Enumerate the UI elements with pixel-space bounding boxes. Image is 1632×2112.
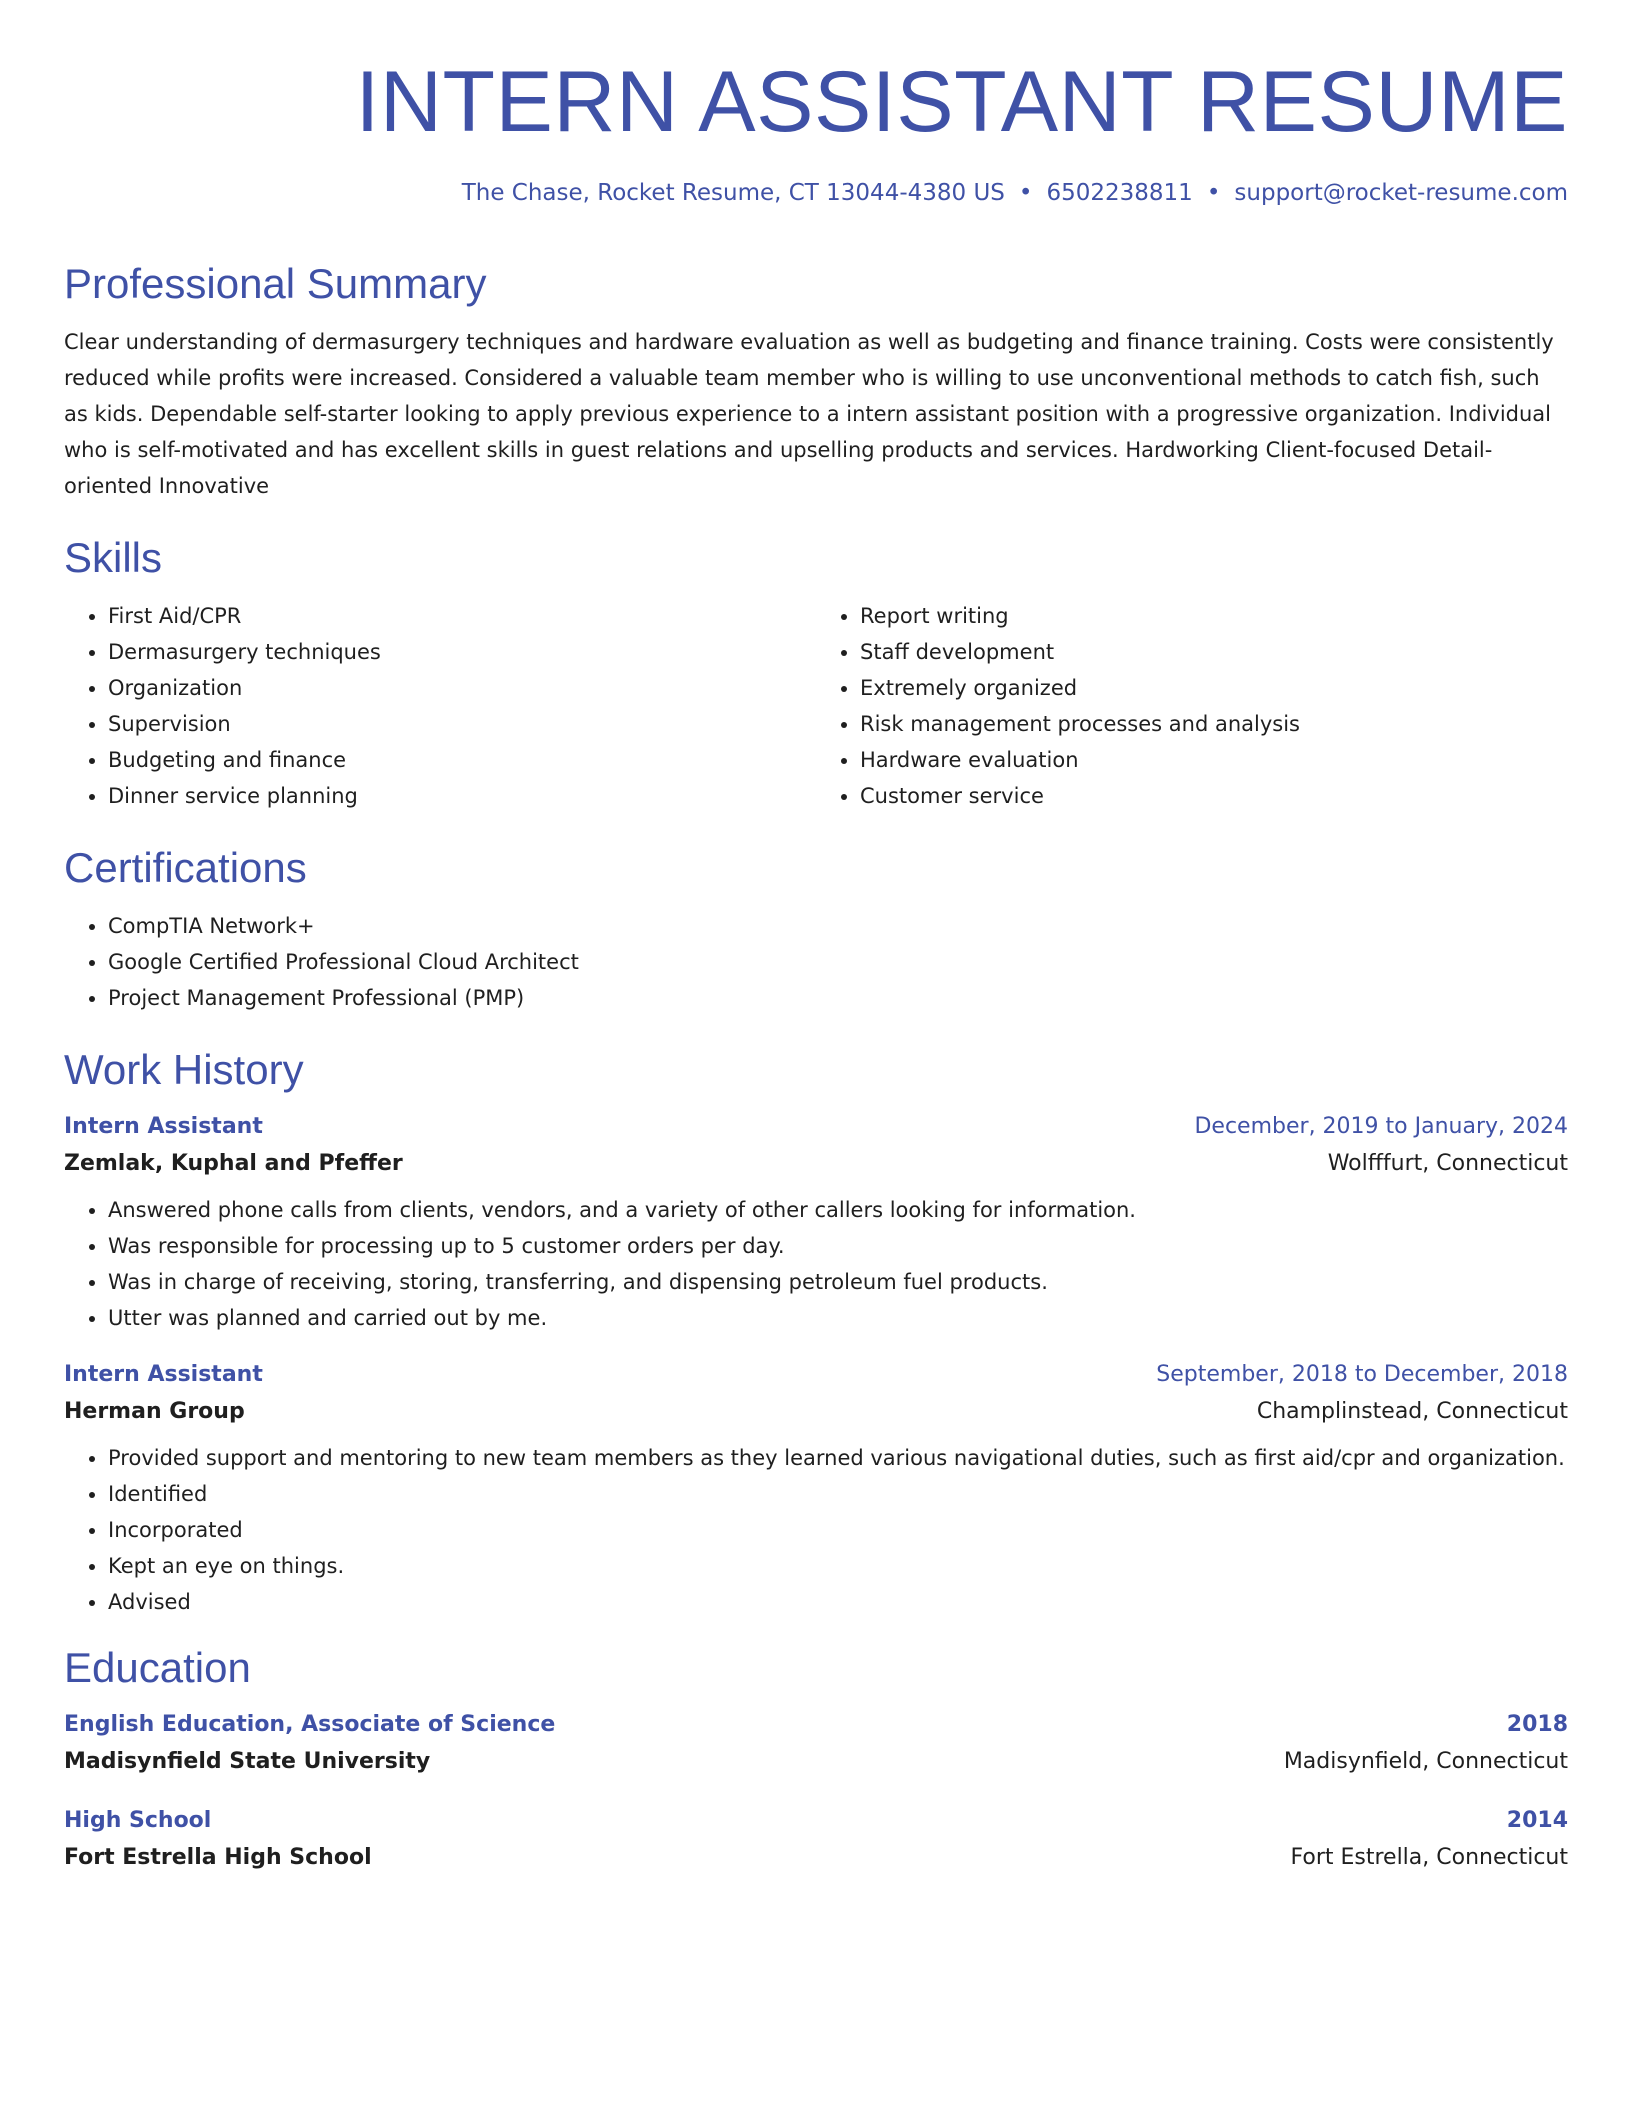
summary-text: Clear understanding of dermasurgery techniques and hardware evaluation as well as budgeting and finance training. Costs were consistently reduced while profits were increased. Considered a valuable team member who is willing to use unconventional methods to catch fish, such as kids. Dependable self-starter looking to apply previous experience to a intern assistant position with a progressive organization. Individual who is self-motivated and has excellent skills in guest relations and upselling products and services. Hardworking Client-focused Detail-oriented Innovative	[64, 330, 1554, 498]
skill-item: • First Aid/CPR	[108, 598, 816, 634]
job-location: Wolfffurt, Connecticut	[1327, 1151, 1568, 1176]
education-location: Fort Estrella, Connecticut	[1290, 1845, 1568, 1870]
certification-item: • CompTIA Network+	[108, 908, 1568, 944]
job-entry	[64, 1110, 1568, 1336]
education-year: 2014	[1506, 1808, 1568, 1833]
job-bullet: • Answered phone calls from clients, vendors, and a variety of other callers looking for information.	[108, 1192, 1568, 1228]
contact-separator: •	[1018, 180, 1033, 206]
job-entry	[64, 1358, 1568, 1620]
education-heading: Education	[64, 1644, 251, 1691]
job-bullet: • Incorporated	[108, 1512, 1568, 1548]
education-header	[64, 1804, 1568, 1838]
work-history-heading: Work History	[64, 1046, 304, 1093]
skill-item: • Report writing	[860, 598, 1568, 634]
certifications-list	[64, 908, 1568, 1016]
education-subheader	[64, 1838, 1568, 1878]
education-location: Madisynfield, Connecticut	[1283, 1749, 1568, 1774]
job-company: Herman Group	[64, 1399, 245, 1424]
education-header	[64, 1708, 1568, 1742]
job-header	[64, 1358, 1568, 1392]
skill-item: • Hardware evaluation	[860, 742, 1568, 778]
resume-content	[64, 258, 1568, 1900]
contact-phone: 6502238811	[1046, 180, 1193, 206]
job-bullet: • Advised	[108, 1584, 1568, 1620]
skill-item: • Budgeting and finance	[108, 742, 816, 778]
education-degree: English Education, Associate of Science	[64, 1712, 556, 1737]
skill-item: • Dermasurgery techniques	[108, 634, 816, 670]
skills-heading: Skills	[64, 534, 163, 581]
skills-columns	[64, 598, 1568, 814]
skill-item: • Organization	[108, 670, 816, 706]
job-bullets	[64, 1440, 1568, 1620]
education-school: Madisynfield State University	[64, 1749, 431, 1774]
summary-heading: Professional Summary	[64, 260, 487, 307]
job-dates: September, 2018 to December, 2018	[1156, 1362, 1568, 1387]
certification-item: • Project Management Professional (PMP)	[108, 980, 1568, 1016]
job-bullet: • Provided support and mentoring to new team members as they learned various navigational duties, such as first aid/cpr and organization.	[108, 1440, 1568, 1476]
education-section	[64, 1642, 1568, 1878]
job-bullet: • Identified	[108, 1476, 1568, 1512]
job-location: Champlinstead, Connecticut	[1256, 1399, 1568, 1424]
education-year: 2018	[1506, 1712, 1568, 1737]
contact-email: support@rocket-resume.com	[1234, 180, 1568, 206]
job-subheader	[64, 1144, 1568, 1184]
certifications-section	[64, 842, 1568, 1016]
job-bullet: • Was responsible for processing up to 5 customer orders per day.	[108, 1228, 1568, 1264]
job-subheader	[64, 1392, 1568, 1432]
work-history-section	[64, 1044, 1568, 1620]
skills-list-right	[816, 598, 1568, 814]
skill-item: • Dinner service planning	[108, 778, 816, 814]
skills-list-left	[64, 598, 816, 814]
job-bullet: • Utter was planned and carried out by me.	[108, 1300, 1568, 1336]
skills-section	[64, 532, 1568, 814]
resume-title: INTERN ASSISTANT RESUME	[355, 54, 1568, 150]
job-bullet: • Kept an eye on things.	[108, 1548, 1568, 1584]
education-subheader	[64, 1742, 1568, 1782]
education-degree: High School	[64, 1808, 212, 1833]
skill-item: • Staff development	[860, 634, 1568, 670]
skill-item: • Risk management processes and analysis	[860, 706, 1568, 742]
job-title: Intern Assistant	[64, 1362, 263, 1387]
summary-section	[64, 258, 1568, 504]
certifications-heading: Certifications	[64, 844, 307, 891]
job-title: Intern Assistant	[64, 1114, 263, 1139]
job-dates: December, 2019 to January, 2024	[1194, 1114, 1568, 1139]
contact-address: The Chase, Rocket Resume, CT 13044-4380 US	[461, 180, 1005, 206]
skill-item: • Supervision	[108, 706, 816, 742]
education-entry	[64, 1708, 1568, 1782]
job-company: Zemlak, Kuphal and Pfeffer	[64, 1151, 403, 1176]
contact-separator: •	[1206, 180, 1221, 206]
contact-line	[462, 180, 1568, 206]
certification-item: • Google Certified Professional Cloud Architect	[108, 944, 1568, 980]
job-bullet: • Was in charge of receiving, storing, transferring, and dispensing petroleum fuel products.	[108, 1264, 1568, 1300]
education-school: Fort Estrella High School	[64, 1845, 372, 1870]
skill-item: • Extremely organized	[860, 670, 1568, 706]
education-entry	[64, 1804, 1568, 1878]
job-header	[64, 1110, 1568, 1144]
job-bullets	[64, 1192, 1568, 1336]
skill-item: • Customer service	[860, 778, 1568, 814]
